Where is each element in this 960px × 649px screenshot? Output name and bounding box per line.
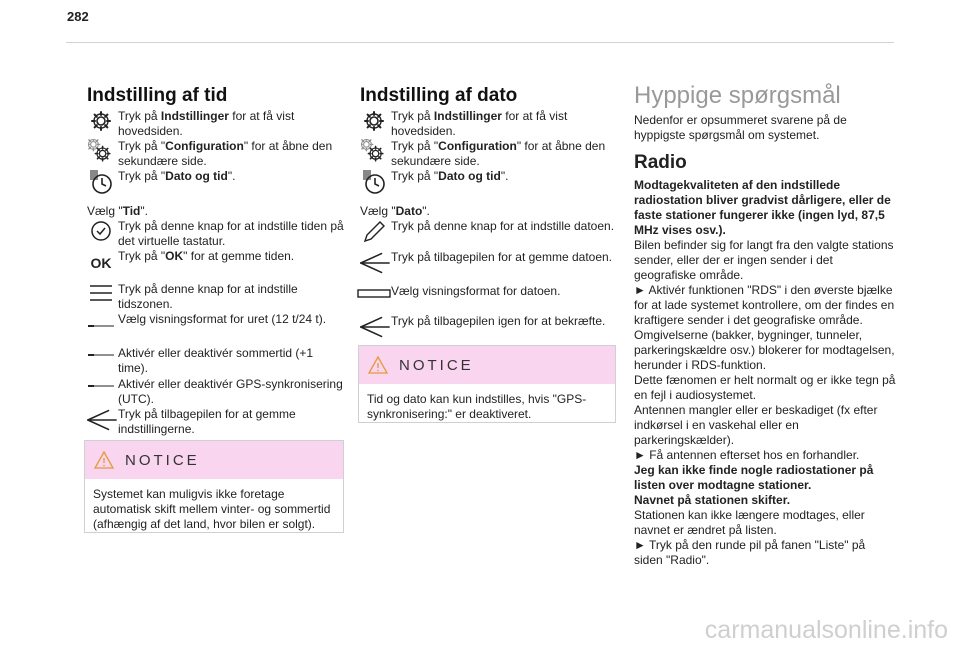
select-text: ". <box>140 204 148 218</box>
menu-icon <box>88 282 114 304</box>
faq-question: Navnet på stationen skifter. <box>634 493 791 507</box>
gear-icon <box>89 109 113 133</box>
time-item-ok <box>84 249 344 271</box>
time-notice <box>84 440 344 533</box>
date-item-confirm <box>357 314 615 340</box>
item-text: Tryk på denne knap for at indstille tiden på det virtuelle tastatur. <box>118 219 344 248</box>
toggle-line-icon <box>86 377 116 395</box>
step-bold: Dato og tid <box>438 169 501 183</box>
item-text: Tryk på denne knap for at indstille datoen. <box>391 219 615 233</box>
radio-title: Radio <box>634 152 687 173</box>
date-item-back <box>357 250 615 276</box>
radio-faq-body <box>634 178 896 568</box>
step-text: for at få vist hovedsiden. <box>118 109 295 138</box>
step-bold: Dato og tid <box>165 169 228 183</box>
clock-calendar-icon <box>88 169 114 195</box>
select-text: ". <box>422 204 430 218</box>
step-text: " for at åbne den sekundære side. <box>391 139 606 168</box>
item-text: Vælg visningsformat for uret (12 t/24 t). <box>118 312 327 326</box>
gear-icon <box>362 109 386 133</box>
item-text: " for at gemme tiden. <box>183 249 295 263</box>
step-text: ". <box>500 169 509 183</box>
item-text: Tryk på tilbagepilen for at gemme datoen. <box>391 250 613 264</box>
notice-text: Tid og dato kan kun indstilles, hvis "GPS-synkronisering:" er deaktiveret. <box>367 392 587 421</box>
step-text: Tryk på " <box>391 139 439 153</box>
notice-text: Systemet kan muligvis ikke foretage automatisk skift mellem vinter- og sommertid (afhængig af det land, hvor bilen er solgt). <box>93 487 331 531</box>
date-step-date-time <box>357 169 615 195</box>
date-item-set <box>357 219 615 245</box>
pencil-icon <box>361 219 387 245</box>
toggle-line-icon <box>86 312 116 330</box>
time-item-gps <box>84 377 344 407</box>
time-step-date-time <box>84 169 344 195</box>
step-text: for at få vist hovedsiden. <box>391 109 568 138</box>
date-item-format <box>357 284 615 304</box>
notice-title: NOTICE <box>399 356 474 374</box>
double-gear-icon <box>88 139 114 165</box>
faq-title: Hyppige spørgsmål <box>634 82 841 109</box>
time-item-format <box>84 312 344 330</box>
item-bold: OK <box>165 249 184 263</box>
back-arrow-icon <box>84 407 118 433</box>
item-text: Vælg visningsformat for datoen. <box>391 284 561 298</box>
item-text: Tryk på denne knap for at indstille tidszonen. <box>118 282 298 311</box>
select-text: Vælg " <box>87 204 123 218</box>
date-step-settings <box>357 109 615 139</box>
back-arrow-icon <box>357 314 391 340</box>
toggle-line-icon <box>86 346 116 364</box>
select-text: Vælg " <box>360 204 396 218</box>
faq-answer: ► Få antennen efterset hos en forhandler. <box>634 448 860 462</box>
time-item-keyboard <box>84 219 344 249</box>
faq-answer: Dette fænomen er helt normalt og er ikke tegn på en fejl i audiosystemet. <box>634 373 896 402</box>
faq-question: Jeg kan ikke finde nogle radiostationer på listen over modtagne stationer. <box>634 463 874 492</box>
notice-header <box>85 441 343 479</box>
select-bold: Dato <box>395 204 423 218</box>
footer-watermark: carmanualsonline.info <box>704 616 948 644</box>
clock-calendar-icon <box>361 169 387 195</box>
time-step-configuration <box>84 139 344 169</box>
faq-question: Modtagekvaliteten af den indstillede radiostation bliver gradvist dårligere, eller de faste stationer fungerer ikke (ingen lyd, 87,5 MHz vises osv.). <box>634 178 891 237</box>
time-section-title: Indstilling af tid <box>87 85 228 106</box>
warning-icon <box>367 355 389 375</box>
date-notice <box>358 345 616 423</box>
step-bold: Configuration <box>438 139 517 153</box>
step-text: Tryk på <box>391 109 434 123</box>
faq-answer: ► Aktivér funktionen "RDS" i den øverste bjælke for at lade systemet kontrollere, om der findes en kraftigere sender i det geografiske område. <box>634 283 895 327</box>
step-text: ". <box>227 169 236 183</box>
faq-answer: ► Tryk på den runde pil på fanen "Liste" på siden "Radio". <box>634 538 866 567</box>
step-text: Tryk på " <box>391 169 439 183</box>
double-gear-icon <box>361 139 387 165</box>
notice-title: NOTICE <box>125 451 200 469</box>
step-text: Tryk på " <box>118 169 166 183</box>
step-bold: Configuration <box>165 139 244 153</box>
faq-answer: Antennen mangler eller er beskadiget (fx efter indkørsel i en vaskehal eller en parkeringskælder). <box>634 403 878 447</box>
step-bold: Indstillinger <box>433 109 502 123</box>
step-text: " for at åbne den sekundære side. <box>118 139 333 168</box>
item-text: Tryk på " <box>118 249 166 263</box>
date-section-title: Indstilling af dato <box>360 85 518 106</box>
warning-icon <box>93 450 115 470</box>
format-bar-icon <box>357 284 391 304</box>
item-text: Aktivér eller deaktivér sommertid (+1 time). <box>118 346 314 375</box>
time-item-summertime <box>84 346 344 376</box>
header-divider <box>66 42 894 43</box>
page-number: 282 <box>67 9 89 24</box>
step-text: Tryk på <box>118 109 161 123</box>
faq-answer: Bilen befinder sig for langt fra den valgte stations sender, eller der er ingen sender i det geografiske område. <box>634 238 894 282</box>
faq-intro: Nedenfor er opsummeret svarene på de hyppigste spørgsmål om systemet. <box>634 113 847 142</box>
faq-answer: Stationen kan ikke længere modtages, eller navnet er ændret på listen. <box>634 508 865 537</box>
time-item-back <box>84 407 344 437</box>
date-step-configuration <box>357 139 615 169</box>
item-text: Tryk på tilbagepilen igen for at bekræfte. <box>391 314 606 328</box>
time-item-timezone <box>84 282 344 312</box>
select-bold: Tid <box>122 204 141 218</box>
date-select-line <box>360 204 430 219</box>
step-text: Tryk på " <box>118 139 166 153</box>
notice-header <box>359 346 615 384</box>
step-bold: Indstillinger <box>160 109 229 123</box>
faq-answer: Omgivelserne (bakker, bygninger, tunneler, parkeringskældre osv.) blokerer for modtagelsen, herunder i RDS-funktion. <box>634 328 895 372</box>
item-text: Tryk på tilbagepilen for at gemme indstillingerne. <box>118 407 296 436</box>
time-step-settings <box>84 109 344 139</box>
back-arrow-icon <box>357 250 391 276</box>
item-text: Aktivér eller deaktivér GPS-synkronisering (UTC). <box>118 377 343 406</box>
clock-icon <box>89 219 113 243</box>
time-select-line <box>87 204 148 219</box>
ok-icon: OK <box>90 255 112 271</box>
